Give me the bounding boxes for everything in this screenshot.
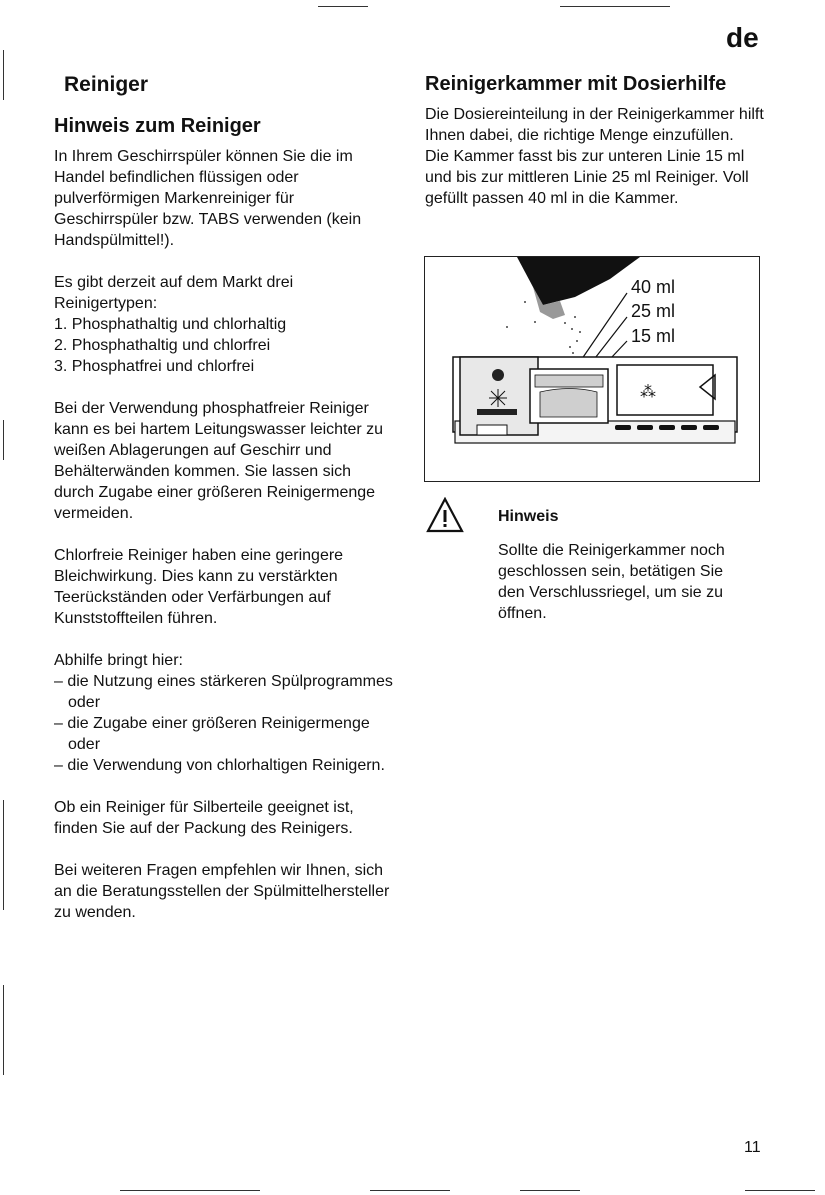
list-item: 3. Phosphatfrei und chlorfrei (54, 358, 255, 375)
scan-edge-mark (3, 800, 4, 910)
detergent-pour (517, 257, 640, 305)
section-title-reiniger: Reiniger (64, 73, 149, 96)
warning-triangle-icon (426, 497, 464, 533)
paragraph-silver: Ob ein Reiniger für Silberteile geeignet ist, finden Sie auf der Packung des Reinigers. (54, 799, 354, 837)
section-title-dispenser: Reinigerkammer mit Dosierhilfe (425, 73, 727, 95)
paragraph-capacity: Die Kammer fasst bis zur unteren Linie 15 ml und bis zur mittleren Linie 25 ml Reiniger. Voll gefüllt passen 40 ml in die Kammer. (425, 148, 749, 207)
label-40ml: 40 ml (631, 277, 676, 297)
subtitle-hinweis-reiniger: Hinweis zum Reiniger (54, 115, 261, 137)
scan-edge-mark (560, 6, 670, 7)
paragraph-phosphate-free: Bei der Verwendung phosphatfreier Reiniger kann es bei hartem Leitungswasser leichter zu weißen Ablagerungen auf Geschirr und Behälterwänden kommen. Sie lassen sich durch Zugabe einer größeren Reinigermenge vermeiden. (54, 400, 384, 522)
list-item: – die Zugabe einer größeren Reinigermenge oder (54, 715, 370, 753)
list-item: 1. Phosphathaltig und chlorhaltig (54, 316, 287, 333)
scan-edge-mark (318, 6, 368, 7)
scan-edge-mark (3, 985, 4, 1075)
scan-edge-mark (370, 1190, 450, 1191)
cleaner-types-list (54, 314, 394, 377)
scan-edge-mark (745, 1190, 815, 1191)
scan-edge-mark (120, 1190, 260, 1191)
paragraph-chlorine-free: Chlorfreie Reiniger haben eine geringere Bleichwirkung. Dies kann zu verstärkten Teerückständen oder Verfärbungen auf Kunststoffteilen führen. (54, 547, 344, 627)
warning-title: Hinweis (498, 508, 559, 525)
rinse-aid-compartment (617, 365, 713, 415)
label-25ml: 25 ml (631, 301, 676, 321)
scan-edge-mark (520, 1190, 580, 1191)
language-tag: de (726, 22, 759, 53)
remedy-list (54, 671, 394, 776)
list-item: 2. Phosphathaltig und chlorfrei (54, 337, 271, 354)
paragraph-remedy-intro: Abhilfe bringt hier: (54, 652, 183, 669)
page-number: 11 (744, 1139, 761, 1156)
list-item: – die Verwendung von chlorhaltigen Reinigern. (54, 757, 385, 774)
warning-text: Sollte die Reinigerkammer noch geschlossen sein, betätigen Sie den Verschlussriegel, um sie zu öffnen. (498, 542, 725, 622)
scan-edge-mark (3, 50, 4, 100)
paragraph-types-intro: Es gibt derzeit auf dem Markt drei Reinigertypen: (54, 274, 294, 312)
paragraph-further-questions: Bei weiteren Fragen empfehlen wir Ihnen, sich an die Beratungsstellen der Spülmittelhersteller zu wenden. (54, 862, 390, 921)
dispenser-figure (424, 256, 760, 482)
paragraph-intro: In Ihrem Geschirrspüler können Sie die im Handel befindlichen flüssigen oder pulverförmigen Markenreiniger für Geschirrspüler bzw. TABS verwenden (kein Handspülmittel!). (54, 148, 362, 249)
dispenser-illustration (425, 257, 759, 481)
left-column-text (54, 146, 394, 944)
paragraph-dosing: Die Dosiereinteilung in der Reinigerkammer hilft Ihnen dabei, die richtige Menge einzufüllen. (425, 106, 764, 144)
svg-text:⁂: ⁂ (640, 382, 656, 401)
right-column-text (425, 104, 765, 209)
list-item: – die Nutzung eines stärkeren Spülprogrammes oder (54, 673, 393, 711)
scan-edge-mark (3, 420, 4, 460)
dispenser-lid (460, 357, 538, 435)
label-15ml: 15 ml (631, 326, 676, 346)
